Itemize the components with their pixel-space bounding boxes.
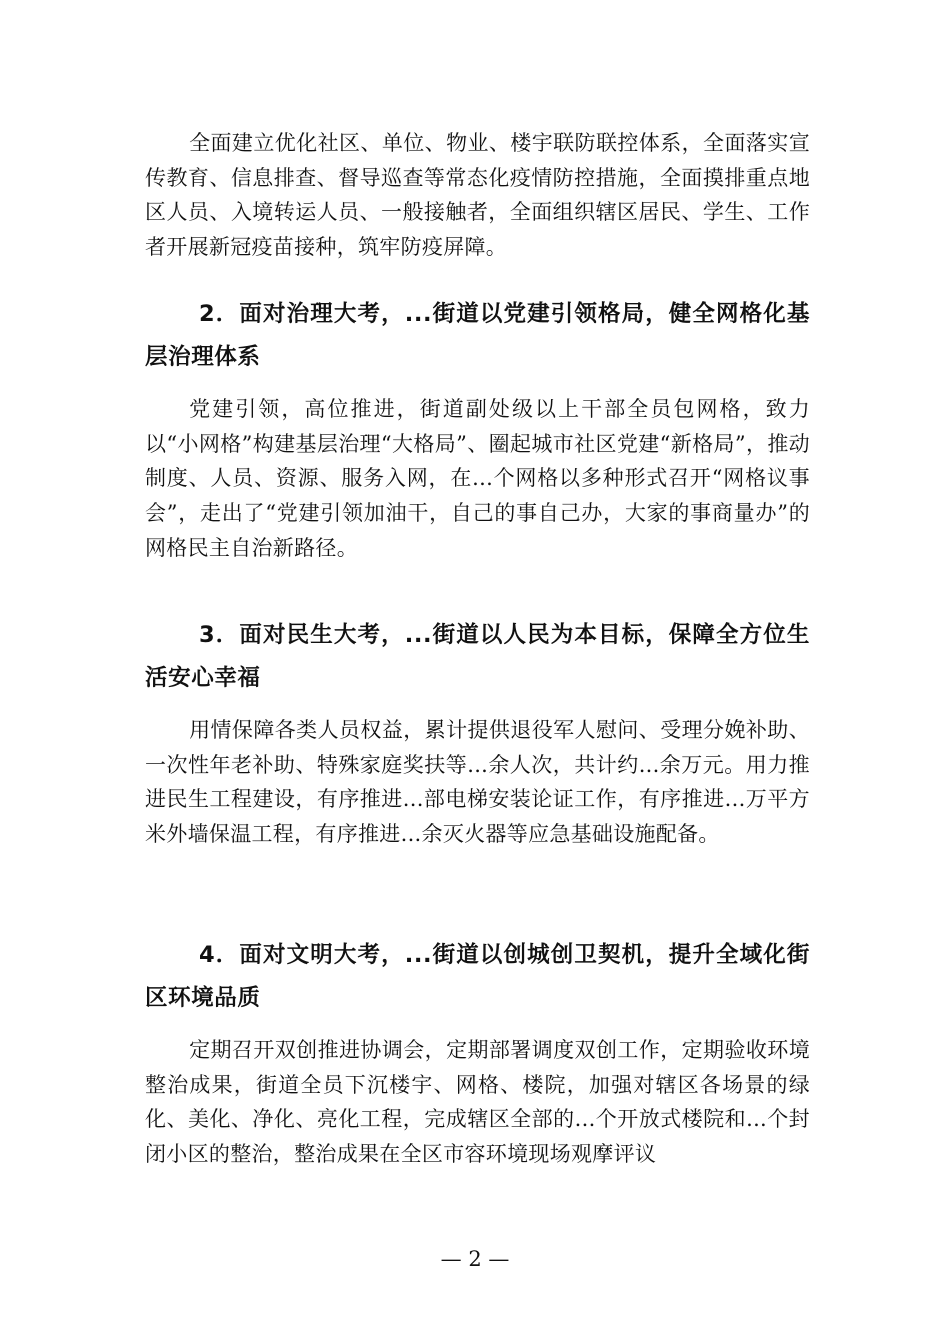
document-page	[145, 0, 810, 1344]
paragraph-livelihood	[145, 713, 810, 852]
page-number: — 2 —	[440, 1247, 510, 1271]
heading-governance	[145, 293, 810, 378]
body-paragraph: 党建引领，高位推进，街道副处级以上干部全员包网格，致力以“小网格”构建基层治理“大格局”、圈起城市社区党建“新格局”，推动制度、人员、资源、服务入网，在...个网格以多种形式召开“网格议事会”，走出了“党建引领加油干，自己的事自己办，大家的事商量办”的网格民主自治新路径。	[145, 397, 810, 560]
heading-civilization	[145, 934, 810, 1019]
body-paragraph: 用情保障各类人员权益，累计提供退役军人慰问、受理分娩补助、一次性年老补助、特殊家庭奖扶等...余人次，共计约...余万元。用力推进民生工程建设，有序推进...部电梯安装论证工作，有序推进...万平方米外墙保温工程，有序推进...余灭火器等应急基础设施配备。	[145, 718, 810, 847]
paragraph-party-building	[145, 392, 810, 566]
section-heading: 4．面对文明大考，...街道以创城创卫契机，提升全域化街区环境品质	[145, 942, 810, 1011]
paragraph-epidemic-prevention	[145, 126, 810, 265]
body-paragraph: 定期召开双创推进协调会，定期部署调度双创工作，定期验收环境整治成果，街道全员下沉楼宇、网格、楼院，加强对辖区各场景的绿化、美化、净化、亮化工程，完成辖区全部的...个开放式楼院和...个封闭小区的整治，整治成果在全区市容环境现场观摩评议	[145, 1038, 810, 1167]
section-heading: 3．面对民生大考，...街道以人民为本目标，保障全方位生活安心幸福	[145, 622, 810, 691]
section-heading: 2．面对治理大考，...街道以党建引领格局，健全网格化基层治理体系	[145, 301, 810, 370]
paragraph-environment	[145, 1033, 810, 1172]
body-paragraph: 全面建立优化社区、单位、物业、楼宇联防联控体系，全面落实宣传教育、信息排查、督导巡查等常态化疫情防控措施，全面摸排重点地区人员、入境转运人员、一般接触者，全面组织辖区居民、学生、工作者开展新冠疫苗接种，筑牢防疫屏障。	[145, 131, 810, 260]
heading-livelihood	[145, 614, 810, 699]
